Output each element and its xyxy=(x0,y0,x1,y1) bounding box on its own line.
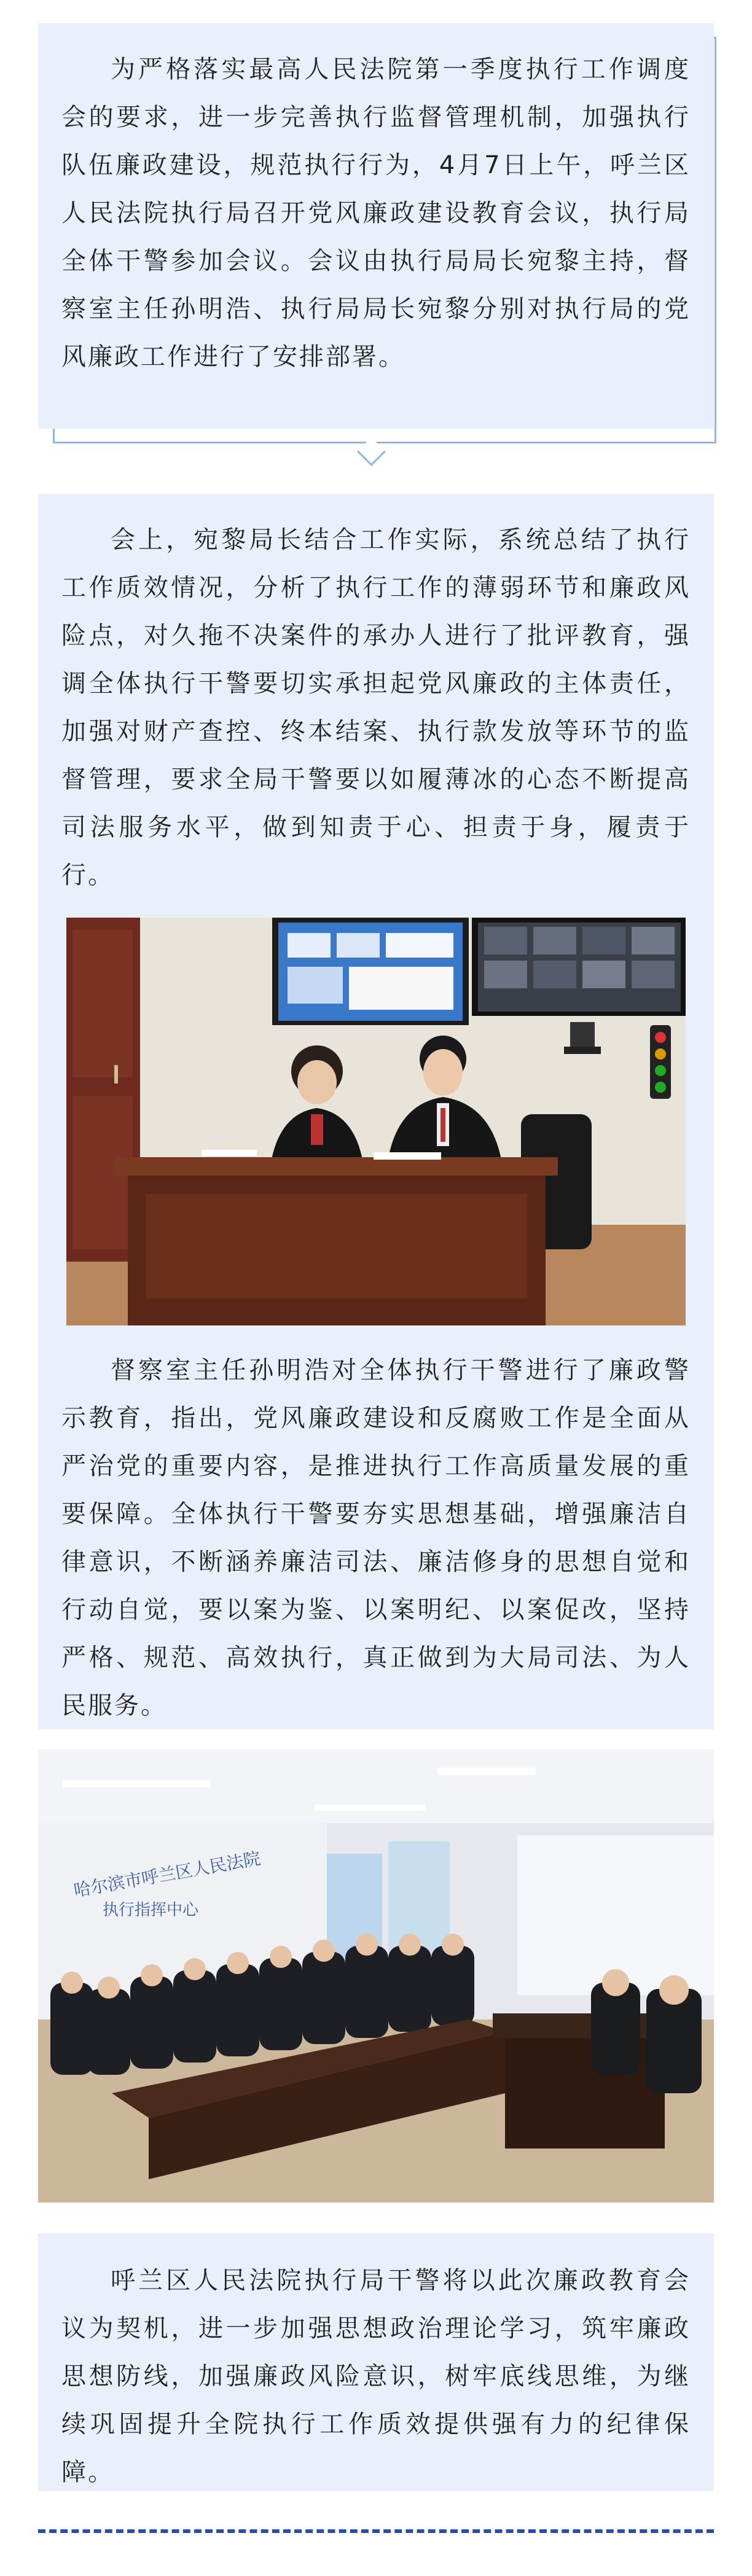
meeting-paragraph-2: 督察室主任孙明浩对全体执行干警进行了廉政警示教育，指出，党风廉政建设和反腐败工作是全面从严治党的重要内容，是推进执行工作高质量发展的重要保障。全体执行干警要夯实思想基础，增强廉洁自律意识，不断涵养廉洁司法、廉洁修身的思想自觉和行动自觉，要以案为鉴、以案明纪、以案促改，坚持严格、规范、高效执行，真正做到为大局司法、为人民服务。 xyxy=(61,1356,691,1720)
meeting-panel xyxy=(38,494,714,1730)
wall-center-name: 执行指挥中心 xyxy=(103,1901,199,1919)
closing-paragraph: 呼兰区人民法院执行局干警将以此次廉政教育会议为契机，进一步加强思想政治理论学习，筑牢廉政思想防线，加强廉政风险意识，树牢底线思维，为继续巩固提升全院执行工作质效提供强有力的纪律保障。 xyxy=(61,2266,691,2486)
intro-paragraph: 为严格落实最高人民法院第一季度执行工作调度会的要求，进一步完善执行监督管理机制，加强执行队伍廉政建设，规范执行行为，4月7日上午，呼兰区人民法院执行局召开党风廉政建设教育会议，执行局全体干警参加会议。会议由执行局局长宛黎主持，督察室主任孙明浩、执行局局长宛黎分别对执行局的党风廉政工作进行了安排部署。 xyxy=(61,55,691,371)
wall-court-name: 哈尔滨市呼兰区人民法院 xyxy=(72,1848,262,1901)
meeting-photo-podium xyxy=(66,918,686,1325)
dashed-divider xyxy=(38,2529,714,2533)
intro-panel xyxy=(38,23,714,429)
meeting-paragraph-1: 会上，宛黎局长结合工作实际，系统总结了执行工作质效情况，分析了执行工作的薄弱环节和廉政风险点，对久拖不决案件的承办人进行了批评教育，强调全体执行干警要切实承担起党风廉政的主体责任，加强对财产查控、终本结案、执行款发放等环节的监督管理，要求全局干警要以如履薄冰的心态不断提高司法服务水平，做到知责于心、担责于身，履责于行。 xyxy=(61,526,691,889)
meeting-photo-room xyxy=(38,1749,714,2203)
closing-panel xyxy=(38,2233,714,2491)
